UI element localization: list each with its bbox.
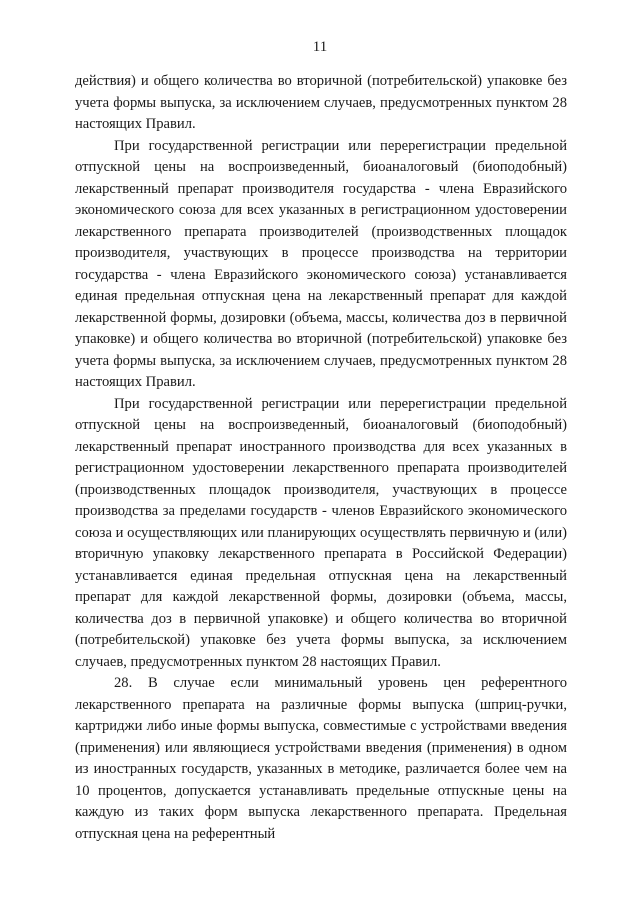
- paragraph-clause-28: 28. В случае если минимальный уровень цен референтного лекарственного препарата на различные формы выпуска (шприц-ручки, картриджи либо иные формы выпуска, совместимые с устройствами введения (применения) или являющиеся устройствами введения (применения) в одном из иностранных государств, указанных в методике, различается более чем на 10 процентов, допускается устанавливать предельные отпускные цены на каждую из таких форм выпуска лекарственного препарата. Предельная отпускная цена на референтный: [75, 675, 567, 842]
- paragraph-foreign-manufacturer-price: При государственной регистрации или перерегистрации предельной отпускной цены на воспроизведенный, биоаналоговый (биоподобный) лекарственный препарат иностранного производства для всех указанных в регистрационном удостоверении лекарственного препарата производителей (производственных площадок производителя, участвующих в процессе производства за пределами государств - членов Евразийского экономического союза и осуществляющих или планирующих осуществлять первичную и (или) вторичную упаковку лекарственного препарата в Российской Федерации) устанавливается единая предельная отпускная цена на лекарственный препарат для каждой лекарственной формы, дозировки (объема, массы, количества доз в первичной упаковке) и общего количества во вторичной (потребительской) упаковке без учета формы выпуска, за исключением случаев, предусмотренных пунктом 28 настоящих Правил.: [75, 395, 567, 670]
- paragraph-continuation: действия) и общего количества во вторичной (потребительской) упаковке без учета формы выпуска, за исключением случаев, предусмотренных пунктом 28 настоящих Правил.: [75, 73, 567, 132]
- page-number: 11: [312, 39, 328, 55]
- document-body: [75, 71, 567, 845]
- paragraph-eaeu-manufacturer-price: При государственной регистрации или перерегистрации предельной отпускной цены на воспроизведенный, биоаналоговый (биоподобный) лекарственный препарат производителя государства - члена Евразийского экономического союза для всех указанных в регистрационном удостоверении лекарственного препарата производителей (производственных площадок производителя, участвующих в процессе производства на территории государства - члена Евразийского экономического союза) устанавливается единая предельная отпускная цена на лекарственный препарат для каждой лекарственной формы, дозировки (объема, массы, количества доз в первичной упаковке) и общего количества во вторичной (потребительской) упаковке без учета формы выпуска, за исключением случаев, предусмотренных пунктом 28 настоящих Правил.: [75, 137, 567, 390]
